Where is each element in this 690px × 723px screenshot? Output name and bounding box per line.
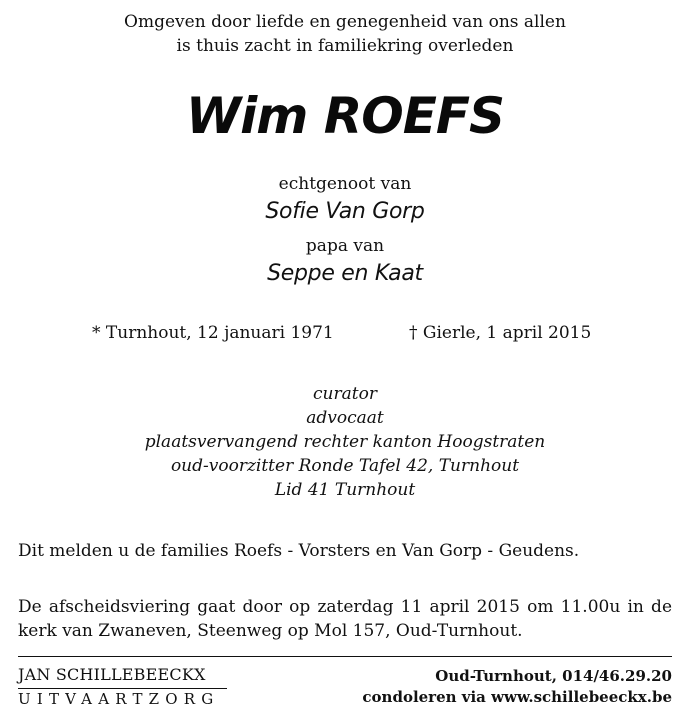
title-item: advocaat: [306, 408, 384, 428]
title-item: oud-voorzitter Ronde Tafel 42, Turnhout: [170, 456, 520, 476]
funeral-company-subtitle: UITVAARTZORG: [18, 690, 220, 708]
title-item: plaatsvervangend rechter kanton Hoogstraten: [144, 432, 546, 452]
title-item: Lid 41 Turnhout: [274, 480, 416, 500]
intro-line-1: Omgeven door liefde en genegenheid van ons allen: [124, 12, 566, 32]
intro-line-2: is thuis zacht in familiekring overleden: [176, 36, 514, 56]
relation-name-children: Seppe en Kaat: [267, 261, 423, 286]
relation-label-spouse: echtgenoot van: [278, 174, 412, 194]
title-item: curator: [313, 384, 377, 404]
funeral-company-name: JAN SCHILLEBEECKX: [18, 665, 206, 684]
deceased-name: Wim ROEFS: [185, 87, 505, 145]
footer-divider: [18, 656, 672, 657]
death-date: † Gierle, 1 april 2015: [409, 323, 592, 343]
intro-text: [0, 10, 690, 58]
titles-list: [0, 382, 690, 502]
contact-website: condoleren via www.schillebeeckx.be: [362, 688, 672, 706]
contact-phone: Oud-Turnhout, 014/46.29.20: [435, 667, 672, 685]
relation-label-children: papa van: [305, 236, 385, 256]
ceremony-paragraph: De afscheidsviering gaat door op zaterdag 11 april 2015 om 11.00u in de kerk van Zwaneven, Steenweg op Mol 157, Oud-Turnhout.: [18, 597, 672, 641]
relation-name-spouse: Sofie Van Gorp: [265, 199, 425, 224]
announcement-paragraph: Dit melden u de families Roefs - Vorsters en Van Gorp - Geudens.: [18, 541, 580, 561]
birth-date: * Turnhout, 12 januari 1971: [92, 323, 334, 343]
